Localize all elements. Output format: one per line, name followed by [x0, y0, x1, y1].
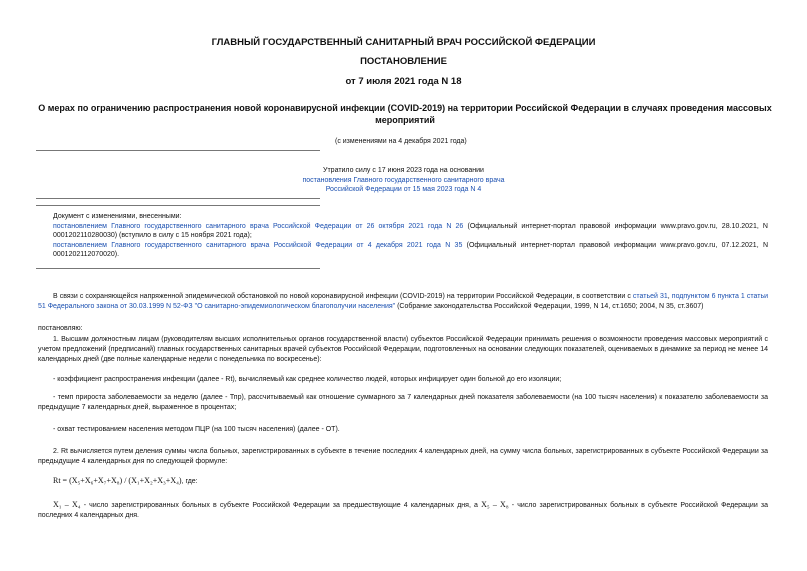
changes-item-1-link[interactable]: постановлением Главного государственного санитарного врача Российской Федерации от 26 октября 2021 года N 26 [53, 222, 464, 230]
expired-notice [0, 166, 807, 195]
changes-item-2 [53, 241, 768, 260]
law-subclause-link[interactable]: подпунктом 6 пункта 1 статьи 51 Федерального закона от 30.03.1999 N 52-ФЗ "О санитарно-эпидемиологическом благополучии населения" [38, 293, 768, 310]
x1-x4-desc: - число зарегистрированных больных в субъекте Российской Федерации за предшествующие 4 календарных дня, а [80, 502, 482, 509]
changes-item-1-text: (Официальный интернет-портал правовой информации www.pravo.gov.ru, 28.10.2021, N 0001202110280030) (вступило в силу с 15 ноября 2021 года); [53, 222, 768, 239]
changes-block [53, 212, 768, 260]
expired-line: Утратило силу с 17 июня 2023 года на основании [323, 167, 484, 174]
formula-where: , где: [181, 478, 198, 485]
document-date-number: от 7 июля 2021 года N 18 [345, 76, 462, 87]
bullet-tpr: - темп прироста заболеваемости за неделю (далее - Тпр), рассчитываемый как отношение суммарного за 7 календарных дней показателя заболеваемости (на 100 тысяч населения) к показателю заболеваемости за предыдущие 7 календарных дней, выраженное в процентах; [38, 394, 768, 411]
law-article-link[interactable]: статьей 31 [632, 293, 668, 300]
changes-heading: Документ с изменениями, внесенными: [53, 213, 182, 220]
issuing-authority: ГЛАВНЫЙ ГОСУДАРСТВЕННЫЙ САНИТАРНЫЙ ВРАЧ РОССИЙСКОЙ ФЕДЕРАЦИИ [211, 37, 596, 48]
expired-link-line1[interactable]: постановления Главного государственного санитарного врача [302, 176, 505, 184]
decree-word: постановляю: [38, 325, 83, 332]
divider [36, 198, 320, 199]
divider [36, 150, 320, 151]
expired-link-line2[interactable]: Российской Федерации от 15 мая 2023 года N 4 [325, 186, 482, 193]
changes-item-1 [53, 222, 768, 241]
document-title: О мерах по ограничению распространения новой коронавирусной инфекции (COVID-2019) на территории Российской Федерации в случаях проведения массовых мероприятий [38, 103, 772, 125]
amended-note: (с изменениями на 4 декабря 2021 года) [335, 138, 467, 145]
rt-formula: Rt = (X₅+X₆+X₇+X₈) / (X₁+X₂+X₃+X₄) [53, 476, 182, 485]
x1-x4-symbol: X₁ – X₄ [53, 500, 81, 509]
divider [36, 205, 320, 206]
divider [36, 268, 320, 269]
formula-line [53, 476, 198, 485]
paragraph-2: 2. Rt вычисляется путем деления суммы числа больных, зарегистрированных в субъекте в течение последних 4 календарных дней, на сумму числа больных, зарегистрированных в субъекте Российской Федерации за предыдущие 4 календарных дня по следующей формуле: [38, 448, 768, 465]
bullet-ot: - охват тестированием населения методом ПЦР (на 100 тысяч населения) (далее - ОТ). [53, 426, 340, 433]
x5-x8-desc: - число зарегистрированных больных в субъекте Российской Федерации за последних 4 календарных дня. [38, 502, 768, 519]
document-type: ПОСТАНОВЛЕНИЕ [360, 56, 447, 67]
intro-sep: , [667, 293, 672, 300]
intro-text: В связи с сохраняющейся напряженной эпидемической обстановкой по новой коронавирусной инфекции (COVID-2019) на территории Российской Федерации, в соответствии с [53, 293, 633, 300]
paragraph-1: 1. Высшим должностным лицам (руководителям высших исполнительных органов государственной власти) субъектов Российской Федерации принимать решения о возможности проведения массовых мероприятий с учетом предложений (предписаний) главных государственных санитарных врачей субъектов Российской Федерации, подготовленных на основании следующих показателей, оцениваемых в динамике за период не менее 14 календарных дней (две полные календарные недели с понедельника по воскресенье): [38, 336, 768, 363]
changes-item-2-text: (Официальный интернет-портал правовой информации www.pravo.gov.ru, 07.12.2021, N 0001202112070020). [53, 241, 768, 258]
changes-item-2-link[interactable]: постановлением Главного государственного санитарного врача Российской Федерации от 4 декабря 2021 года N 35 [53, 241, 463, 249]
x5-x8-symbol: X₅ – X₈ [481, 500, 509, 509]
paragraph-variables [38, 500, 768, 521]
bullet-rt: - коэффициент распространения инфекции (далее - Rt), вычисляемый как среднее количество людей, которых инфицирует один больной до его изоляции; [53, 376, 562, 383]
intro-paragraph [38, 292, 768, 312]
intro-source: (Собрание законодательства Российской Федерации, 1999, N 14, ст.1650; 2004, N 35, ст.3607) [395, 303, 704, 310]
